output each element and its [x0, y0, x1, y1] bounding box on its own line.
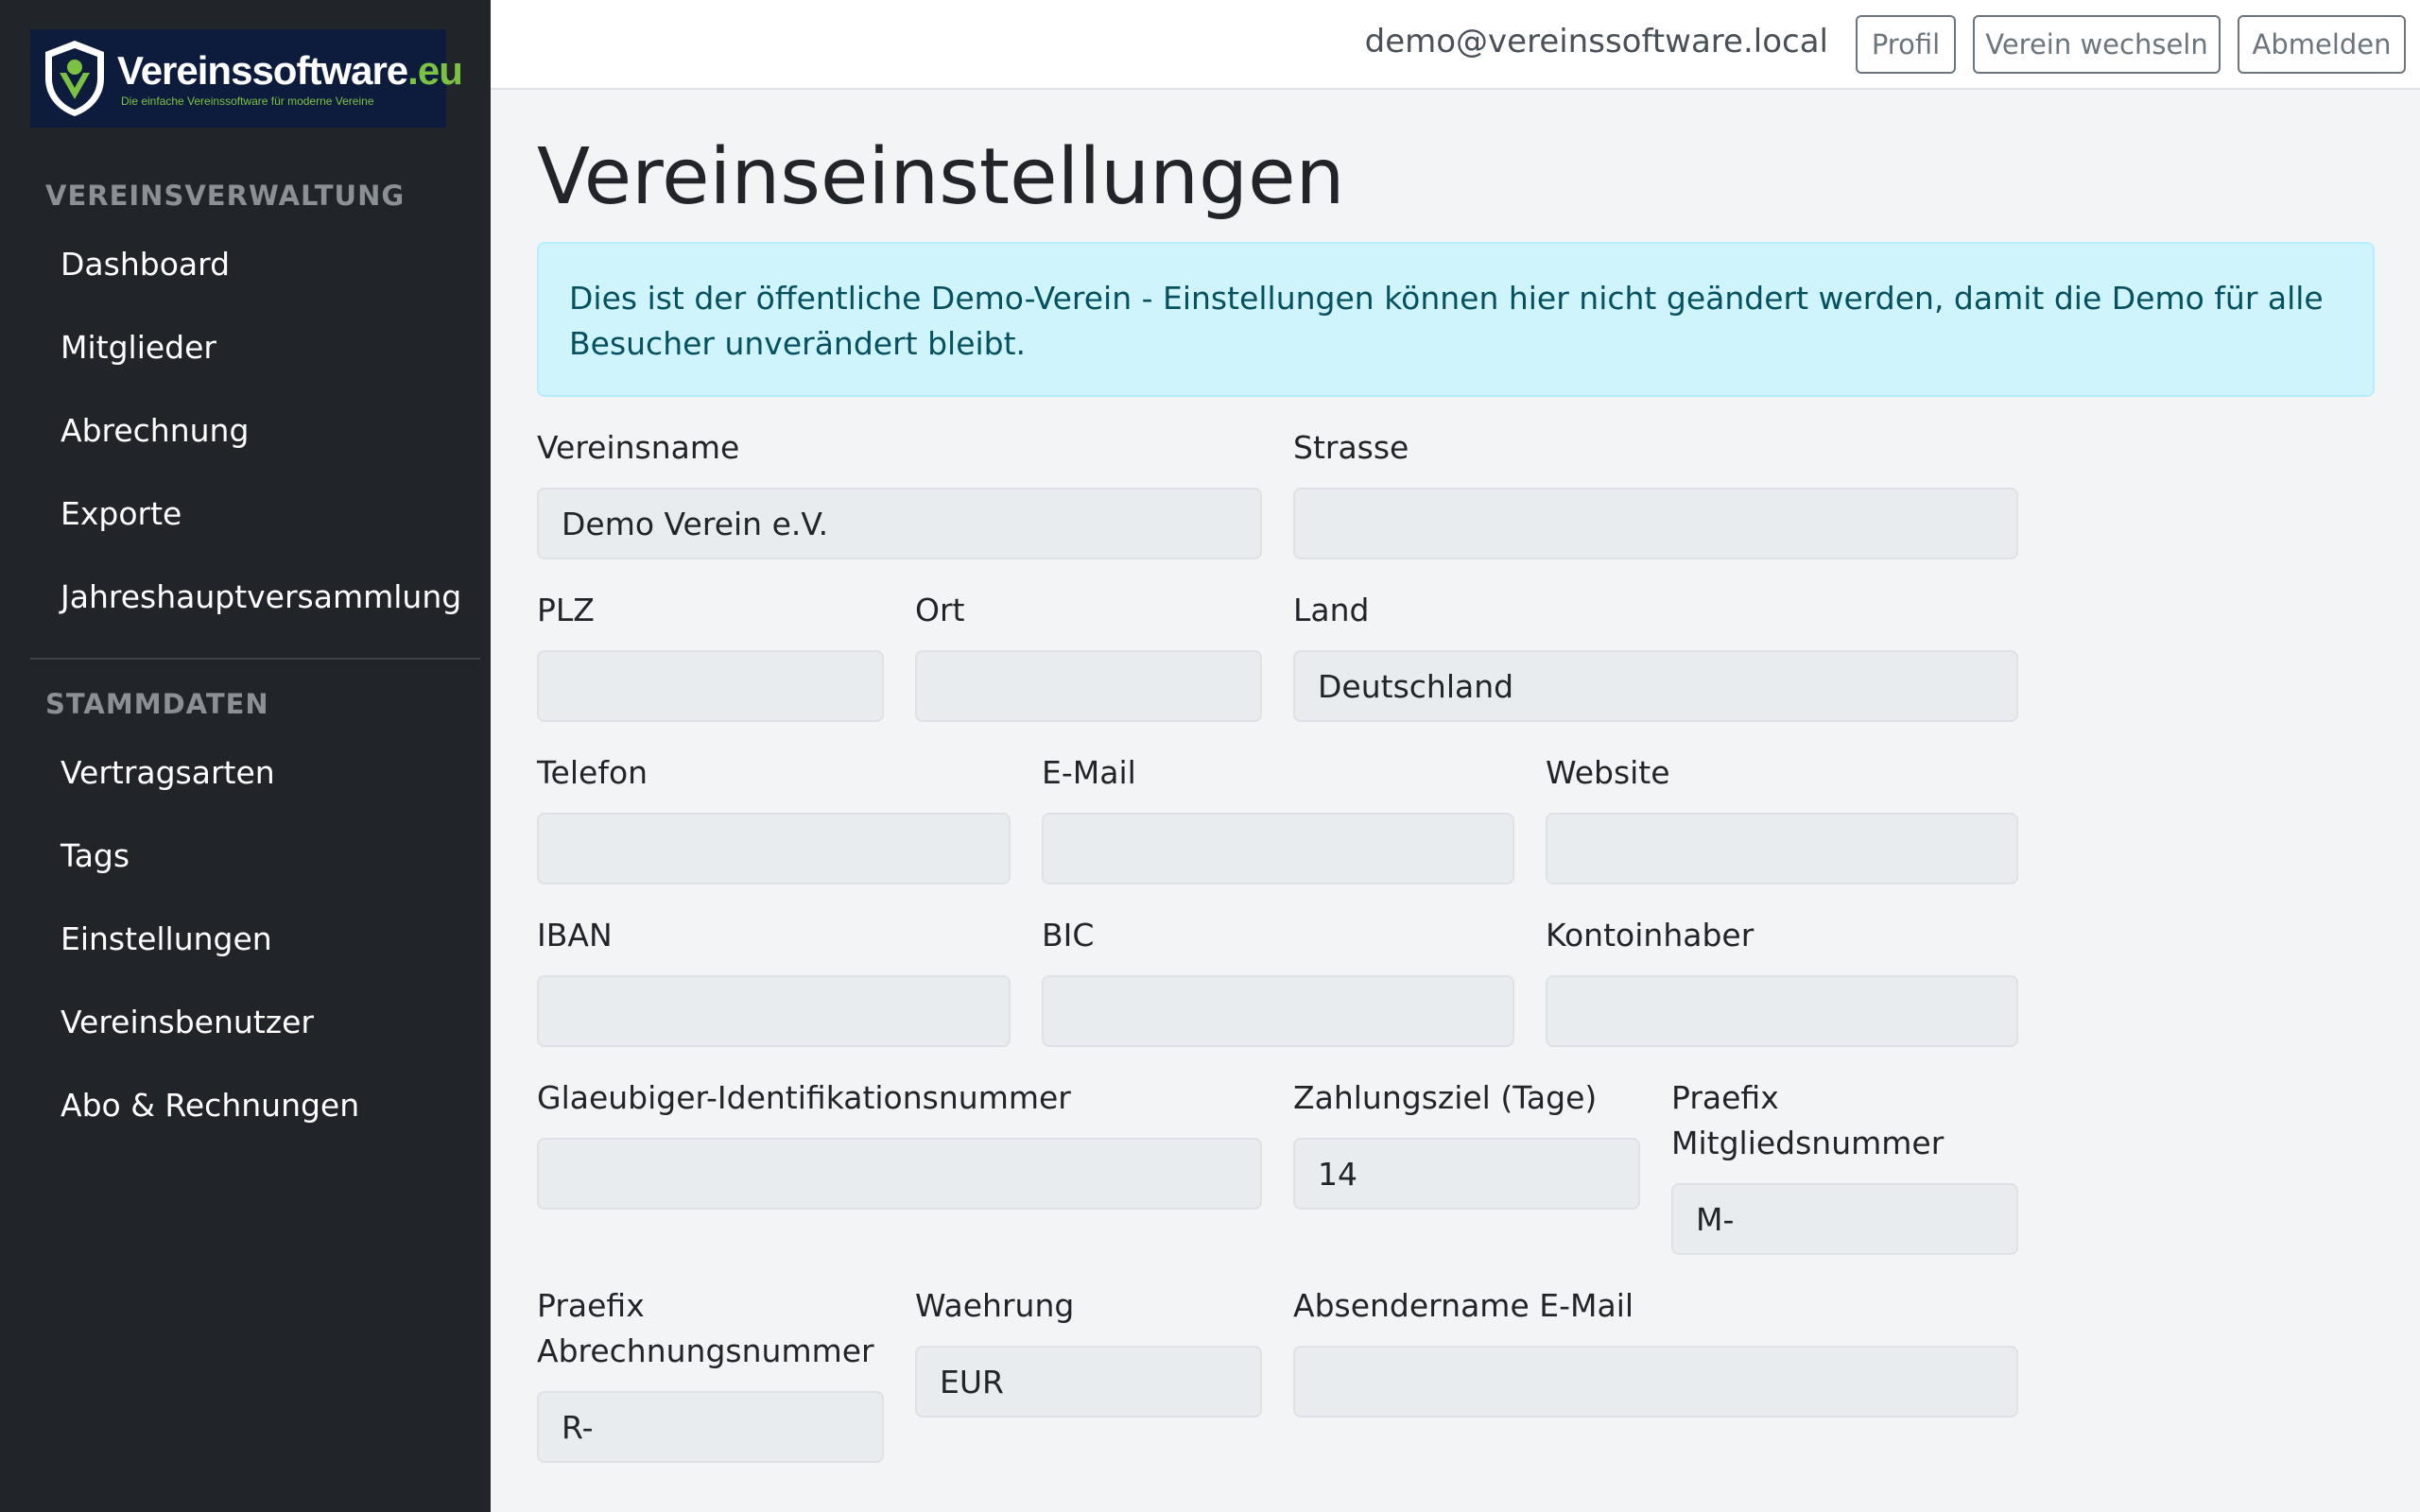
sidebar — [0, 0, 491, 1512]
praefix-abrechnungsnummer-label-line2: Abrechnungsnummer — [537, 1332, 874, 1369]
strasse-field[interactable] — [1293, 488, 2018, 559]
sidebar-item-abrechnung[interactable]: Abrechnung — [60, 412, 250, 449]
praefix-mitgliedsnummer-label-line2: Mitgliedsnummer — [1671, 1125, 1945, 1161]
sidebar-item-vereinsbenutzer[interactable]: Vereinsbenutzer — [60, 1004, 314, 1040]
praefix-mitgliedsnummer-label-line1: Praefix — [1671, 1079, 1779, 1116]
sidebar-item-einstellungen[interactable]: Einstellungen — [60, 920, 272, 957]
email-field[interactable] — [1042, 813, 1514, 885]
sidebar-item-jahreshauptversammlung[interactable]: Jahreshauptversammlung — [60, 578, 462, 615]
absendername-label: Absendername E-Mail — [1293, 1287, 1634, 1324]
topbar — [491, 0, 2420, 90]
absendername-field[interactable] — [1293, 1346, 2018, 1418]
brand-text — [117, 49, 462, 108]
zahlungsziel-label: Zahlungsziel (Tage) — [1293, 1079, 1598, 1116]
zahlungsziel-field[interactable] — [1293, 1138, 1640, 1210]
vereinsname-field[interactable] — [537, 488, 1262, 559]
land-label: Land — [1293, 592, 1370, 628]
sidebar-item-abo-rechnungen[interactable]: Abo & Rechnungen — [60, 1087, 360, 1124]
land-field[interactable] — [1293, 650, 2018, 722]
abmelden-button[interactable]: Abmelden — [2238, 15, 2406, 74]
shield-logo-icon — [42, 38, 108, 119]
ort-field[interactable] — [915, 650, 1262, 722]
plz-label: PLZ — [537, 592, 595, 628]
iban-label: IBAN — [537, 917, 613, 954]
praefix-mitgliedsnummer-label — [1671, 1075, 1944, 1166]
brand-logo[interactable] — [30, 29, 462, 128]
praefix-abrechnungsnummer-label — [537, 1283, 874, 1374]
bic-field[interactable] — [1042, 975, 1514, 1047]
glaeubiger-id-field[interactable] — [537, 1138, 1262, 1210]
praefix-abrechnungsnummer-label-line1: Praefix — [537, 1287, 645, 1324]
glaeubiger-id-label: Glaeubiger-Identifikationsnummer — [537, 1079, 1071, 1116]
bic-label: BIC — [1042, 917, 1095, 954]
kontoinhaber-field[interactable] — [1546, 975, 2018, 1047]
sidebar-item-exporte[interactable]: Exporte — [60, 495, 182, 532]
iban-field[interactable] — [537, 975, 1011, 1047]
plz-field[interactable] — [537, 650, 884, 722]
strasse-label: Strasse — [1293, 429, 1409, 466]
ort-label: Ort — [915, 592, 965, 628]
user-email: demo@vereinssoftware.local — [1364, 23, 1828, 60]
sidebar-item-mitglieder[interactable]: Mitglieder — [60, 329, 216, 366]
praefix-abrechnungsnummer-field[interactable] — [537, 1391, 884, 1463]
telefon-field[interactable] — [537, 813, 1011, 885]
waehrung-field[interactable] — [915, 1346, 1262, 1418]
vereinsname-label: Vereinsname — [537, 429, 740, 466]
kontoinhaber-label: Kontoinhaber — [1546, 917, 1754, 954]
waehrung-label: Waehrung — [915, 1287, 1075, 1324]
verein-wechseln-button[interactable]: Verein wechseln — [1973, 15, 2221, 74]
sidebar-item-dashboard[interactable]: Dashboard — [60, 246, 231, 283]
email-label: E-Mail — [1042, 754, 1136, 791]
nav-heading-vereinsverwaltung: VEREINSVERWALTUNG — [45, 180, 406, 212]
telefon-label: Telefon — [537, 754, 648, 791]
website-label: Website — [1546, 754, 1670, 791]
website-field[interactable] — [1546, 813, 2018, 885]
profil-button[interactable]: Profil — [1856, 15, 1956, 74]
brand-name: Vereinssoftware.eu — [117, 48, 462, 93]
praefix-mitgliedsnummer-field[interactable] — [1671, 1183, 2018, 1255]
sidebar-divider — [30, 658, 480, 660]
page-title: Vereinseinstellungen — [537, 132, 1345, 222]
sidebar-item-vertragsarten[interactable]: Vertragsarten — [60, 754, 275, 791]
demo-info-alert: Dies ist der öffentliche Demo-Verein - Einstellungen können hier nicht geändert werden, damit die Demo für alle Besucher unverändert bleibt. — [537, 242, 2375, 397]
sidebar-item-tags[interactable]: Tags — [60, 837, 130, 874]
nav-heading-stammdaten: STAMMDATEN — [45, 688, 269, 720]
brand-tagline: Die einfache Vereinssoftware für moderne Vereine — [121, 94, 374, 108]
